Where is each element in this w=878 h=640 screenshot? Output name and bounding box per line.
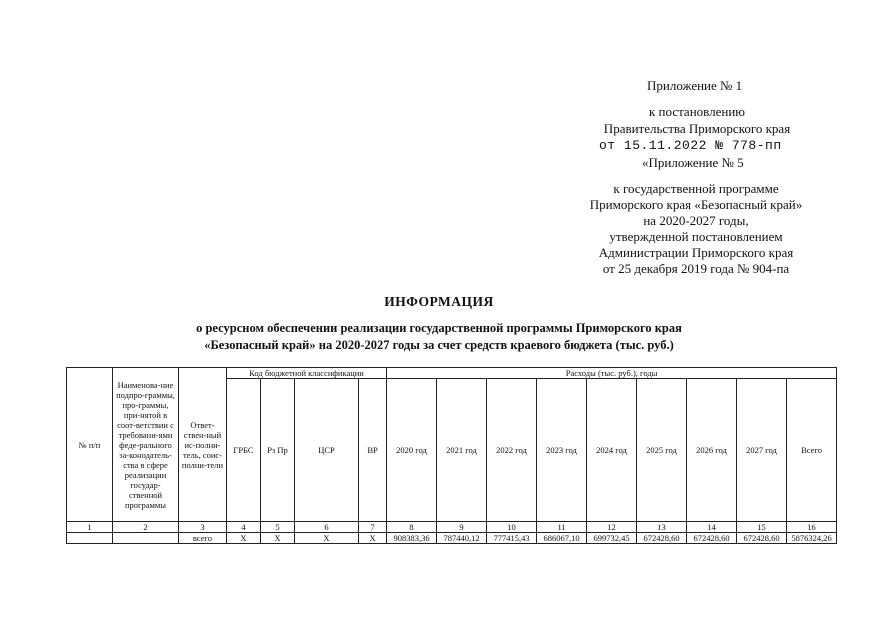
column-index-cell: 13	[637, 522, 687, 533]
table-cell	[113, 533, 179, 544]
approval-date-line: от 25 декабря 2019 года № 904-па	[602, 261, 790, 276]
column-index-cell: 8	[387, 522, 437, 533]
col-header-budget-3: ЦСР	[295, 379, 359, 522]
col-header-expense-7: 2026 год	[687, 379, 737, 522]
col-header-expense-8: 2027 год	[737, 379, 787, 522]
col-header-expense-6: 2025 год	[637, 379, 687, 522]
col-header-number: № п/п	[67, 368, 113, 522]
years-line: на 2020-2027 годы,	[643, 213, 749, 228]
col-header-name: Наименова-ние подпро-граммы, про-граммы, при-нятой в соот-ветствии с требовани-ями феде-рального за-конодатель-ства в сфере реализации государ-ственной программы	[113, 368, 179, 522]
col-header-expense-2: 2021 год	[437, 379, 487, 522]
column-index-cell: 7	[359, 522, 387, 533]
column-index-cell: 1	[67, 522, 113, 533]
administration-line: Администрации Приморского края	[598, 245, 794, 260]
resource-table	[66, 367, 837, 544]
column-index-cell: 6	[295, 522, 359, 533]
table-cell: 672428,60	[737, 533, 787, 544]
appendix5-line: «Приложение № 5	[642, 155, 744, 170]
col-header-budget-1: ГРБС	[227, 379, 261, 522]
col-header-expense-1: 2020 год	[387, 379, 437, 522]
column-index-cell: 10	[487, 522, 537, 533]
column-index-cell: 16	[787, 522, 837, 533]
column-index-cell: 5	[261, 522, 295, 533]
approved-line: утвержденной постановлением	[609, 229, 783, 244]
column-index-cell: 14	[687, 522, 737, 533]
column-index-cell: 11	[537, 522, 587, 533]
column-index-cell: 3	[179, 522, 227, 533]
appendix-number: Приложение № 1	[647, 78, 743, 93]
document-title: ИНФОРМАЦИЯ	[384, 294, 494, 309]
column-index-cell: 4	[227, 522, 261, 533]
document-subtitle-1: о ресурсном обеспечении реализации государственной программы Приморского края	[196, 321, 682, 335]
col-header-expense-5: 2024 год	[587, 379, 637, 522]
to-program-line: к государственной программе	[613, 181, 779, 196]
table-cell: Х	[359, 533, 387, 544]
government-line: Правительства Приморского края	[603, 121, 791, 136]
group-header-expenses: Расходы (тыс. руб.), годы	[387, 368, 837, 379]
col-header-expense-4: 2023 год	[537, 379, 587, 522]
col-header-responsible: Ответ-ствен-ный ис-полни-тель, соис-полни-тели	[179, 368, 227, 522]
to-resolution-line: к постановлению	[648, 104, 746, 119]
table-cell: всего	[179, 533, 227, 544]
table-cell: Х	[295, 533, 359, 544]
table-cell: 672428,60	[687, 533, 737, 544]
program-name-line: Приморского края «Безопасный край»	[589, 197, 803, 212]
column-index-cell: 12	[587, 522, 637, 533]
table-cell: Х	[261, 533, 295, 544]
table-cell: 787440,12	[437, 533, 487, 544]
table-cell: 672428,60	[637, 533, 687, 544]
resolution-date-stamp: от 15.11.2022 № 778-пп	[599, 138, 782, 153]
table-cell: 686067,10	[537, 533, 587, 544]
col-header-budget-2: Рз Пр	[261, 379, 295, 522]
column-index-cell: 15	[737, 522, 787, 533]
column-index-row	[67, 522, 837, 533]
column-index-cell: 9	[437, 522, 487, 533]
col-header-expense-3: 2022 год	[487, 379, 537, 522]
table-cell: 5876324,26	[787, 533, 837, 544]
table-cell: Х	[227, 533, 261, 544]
col-header-budget-4: ВР	[359, 379, 387, 522]
table-cell	[67, 533, 113, 544]
table-cell: 908383,36	[387, 533, 437, 544]
table-row	[67, 533, 837, 544]
col-header-expense-9: Всего	[787, 379, 837, 522]
table-cell: 777415,43	[487, 533, 537, 544]
column-index-cell: 2	[113, 522, 179, 533]
table-cell: 699732,45	[587, 533, 637, 544]
group-header-budget-code: Код бюджетной классификации	[227, 368, 387, 379]
document-subtitle-2: «Безопасный край» на 2020-2027 годы за счет средств краевого бюджета (тыс. руб.)	[204, 338, 674, 352]
